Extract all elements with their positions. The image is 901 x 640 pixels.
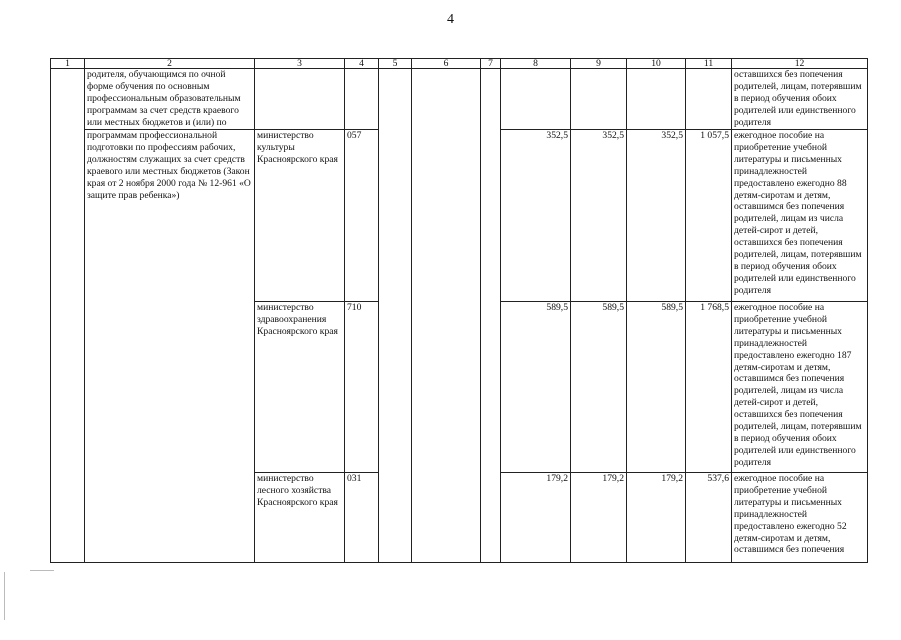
header-cell-2: 2 — [85, 59, 255, 69]
cell-value-11: 537,6 — [686, 473, 732, 563]
cell-value-8: 179,2 — [501, 473, 571, 563]
cell-col5 — [379, 69, 412, 563]
table-header-row — [51, 59, 868, 69]
cell-value-9 — [571, 69, 627, 130]
cell-code — [345, 69, 379, 130]
cell-value-11 — [686, 69, 732, 130]
header-cell-9: 9 — [571, 59, 627, 69]
cell-code: 057 — [345, 130, 379, 302]
cell-value-10: 179,2 — [627, 473, 686, 563]
cell-value-10 — [627, 69, 686, 130]
cell-col7 — [481, 69, 501, 563]
cell-description-part1: родителя, обучающимся по очной форме обучения по основным профессиональным образовательным программам за счет средств краевого или местных бюджетов и (или) по — [85, 69, 255, 130]
table-row — [51, 69, 868, 130]
cell-ministry: министерство культуры Красноярского края — [255, 130, 345, 302]
cell-value-10: 352,5 — [627, 130, 686, 302]
cell-value-9: 589,5 — [571, 302, 627, 473]
cell-result-description: ежегодное пособие на приобретение учебной литературы и письменных принадлежностей предоставлено ежегодно 187 детям-сиротам и детям, оставшимся без попечения родителей, лицам из числа детей-сирот и детей, оставшихся без попечения родителей, лицам, потерявшим в период обучения обоих родителей или единственного родителя — [732, 302, 868, 473]
header-cell-1: 1 — [51, 59, 85, 69]
cell-value-8 — [501, 69, 571, 130]
cell-ministry: министерство лесного хозяйства Красноярского края — [255, 473, 345, 563]
cell-value-10: 589,5 — [627, 302, 686, 473]
cell-description-part2: программам профессиональной подготовки по профессиям рабочих, должностям служащих за счет средств краевого или местных бюджетов (Закон края от 2 ноября 2000 года № 12-961 «О защите прав ребенка») — [85, 130, 255, 563]
cell-code: 710 — [345, 302, 379, 473]
header-cell-8: 8 — [501, 59, 571, 69]
header-cell-11: 11 — [686, 59, 732, 69]
cell-value-9: 352,5 — [571, 130, 627, 302]
cell-result-description: ежегодное пособие на приобретение учебной литературы и письменных принадлежностей предоставлено ежегодно 88 детям-сиротам и детям, оставшимся без попечения родителей, лицам из числа детей-сирот и детей, оставшихся без попечения родителей, лицам, потерявшим в период обучения обоих родителей или единственного родителя — [732, 130, 868, 302]
header-cell-6: 6 — [412, 59, 481, 69]
cell-value-8: 589,5 — [501, 302, 571, 473]
scan-dash-mark — [30, 570, 54, 571]
cell-ministry: министерство здравоохранения Красноярского края — [255, 302, 345, 473]
cell-value-9: 179,2 — [571, 473, 627, 563]
header-cell-4: 4 — [345, 59, 379, 69]
cell-value-8: 352,5 — [501, 130, 571, 302]
cell-col6 — [412, 69, 481, 563]
header-cell-3: 3 — [255, 59, 345, 69]
header-cell-5: 5 — [379, 59, 412, 69]
header-cell-7: 7 — [481, 59, 501, 69]
header-cell-12: 12 — [732, 59, 868, 69]
cell-value-11: 1 768,5 — [686, 302, 732, 473]
header-cell-10: 10 — [627, 59, 686, 69]
scan-edge-mark — [4, 572, 5, 620]
cell-ministry — [255, 69, 345, 130]
cell-value-11: 1 057,5 — [686, 130, 732, 302]
cell-code: 031 — [345, 473, 379, 563]
cell-result-description: ежегодное пособие на приобретение учебной литературы и письменных принадлежностей предоставлено ежегодно 52 детям-сиротам и детям, оставшимся без попечения — [732, 473, 868, 563]
cell-row-number — [51, 69, 85, 563]
budget-table — [50, 58, 868, 563]
page-number: 4 — [447, 12, 454, 27]
cell-result-description: оставшихся без попечения родителей, лицам, потерявшим в период обучения обоих родителей или единственного родителя — [732, 69, 868, 130]
